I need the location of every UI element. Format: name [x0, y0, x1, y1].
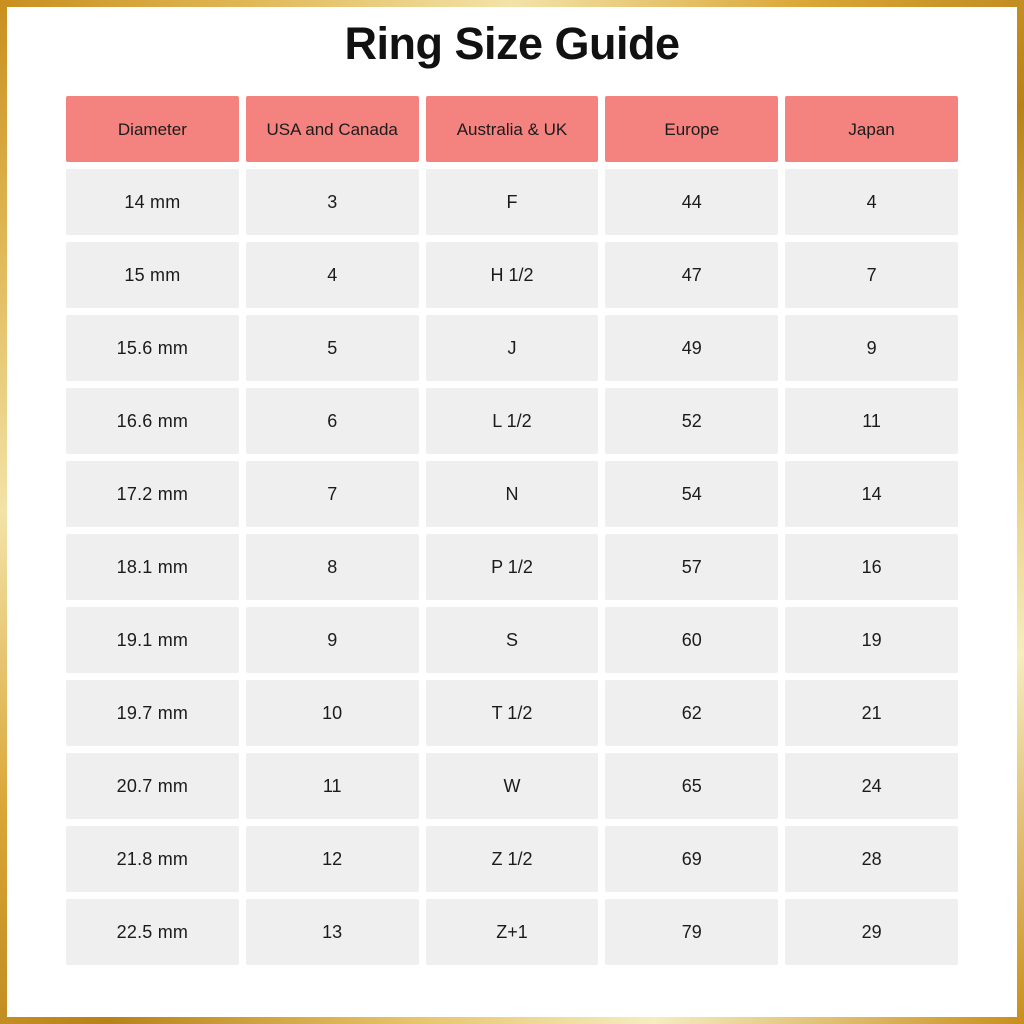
cell-australia-uk: N	[426, 461, 599, 527]
table-row	[66, 680, 958, 746]
cell-europe: 44	[605, 169, 778, 235]
cell-diameter: 21.8 mm	[66, 826, 239, 892]
column-header-europe: Europe	[605, 96, 778, 162]
cell-europe: 57	[605, 534, 778, 600]
cell-australia-uk: S	[426, 607, 599, 673]
table-row	[66, 388, 958, 454]
cell-usa-canada: 13	[246, 899, 419, 965]
cell-europe: 52	[605, 388, 778, 454]
cell-japan: 4	[785, 169, 958, 235]
column-header-diameter: Diameter	[66, 96, 239, 162]
cell-diameter: 20.7 mm	[66, 753, 239, 819]
cell-australia-uk: P 1/2	[426, 534, 599, 600]
cell-europe: 65	[605, 753, 778, 819]
cell-japan: 24	[785, 753, 958, 819]
table-row	[66, 169, 958, 235]
table-row	[66, 899, 958, 965]
cell-australia-uk: L 1/2	[426, 388, 599, 454]
cell-japan: 19	[785, 607, 958, 673]
cell-europe: 60	[605, 607, 778, 673]
cell-usa-canada: 5	[246, 315, 419, 381]
table-row	[66, 826, 958, 892]
cell-japan: 7	[785, 242, 958, 308]
cell-diameter: 17.2 mm	[66, 461, 239, 527]
page-content	[7, 7, 1017, 1017]
cell-usa-canada: 7	[246, 461, 419, 527]
column-header-usa-canada: USA and Canada	[246, 96, 419, 162]
cell-usa-canada: 3	[246, 169, 419, 235]
table-row	[66, 607, 958, 673]
cell-australia-uk: H 1/2	[426, 242, 599, 308]
cell-diameter: 19.7 mm	[66, 680, 239, 746]
cell-australia-uk: F	[426, 169, 599, 235]
table-row	[66, 753, 958, 819]
cell-usa-canada: 10	[246, 680, 419, 746]
table-row	[66, 315, 958, 381]
page-title: Ring Size Guide	[344, 18, 680, 69]
cell-diameter: 18.1 mm	[66, 534, 239, 600]
cell-usa-canada: 8	[246, 534, 419, 600]
cell-diameter: 16.6 mm	[66, 388, 239, 454]
cell-diameter: 15.6 mm	[66, 315, 239, 381]
cell-japan: 14	[785, 461, 958, 527]
cell-australia-uk: W	[426, 753, 599, 819]
cell-europe: 54	[605, 461, 778, 527]
column-header-australia-uk: Australia & UK	[426, 96, 599, 162]
cell-diameter: 19.1 mm	[66, 607, 239, 673]
cell-japan: 28	[785, 826, 958, 892]
cell-europe: 47	[605, 242, 778, 308]
cell-usa-canada: 12	[246, 826, 419, 892]
cell-australia-uk: J	[426, 315, 599, 381]
cell-japan: 9	[785, 315, 958, 381]
column-header-japan: Japan	[785, 96, 958, 162]
table-body	[66, 169, 958, 965]
cell-australia-uk: T 1/2	[426, 680, 599, 746]
cell-diameter: 14 mm	[66, 169, 239, 235]
cell-japan: 21	[785, 680, 958, 746]
cell-usa-canada: 4	[246, 242, 419, 308]
cell-australia-uk: Z+1	[426, 899, 599, 965]
table-row	[66, 242, 958, 308]
cell-europe: 69	[605, 826, 778, 892]
cell-diameter: 15 mm	[66, 242, 239, 308]
table-header-row	[66, 96, 958, 162]
table-row	[66, 534, 958, 600]
ring-size-table	[59, 89, 965, 972]
cell-australia-uk: Z 1/2	[426, 826, 599, 892]
cell-europe: 49	[605, 315, 778, 381]
cell-japan: 16	[785, 534, 958, 600]
cell-europe: 79	[605, 899, 778, 965]
cell-japan: 29	[785, 899, 958, 965]
size-table-container	[59, 89, 965, 972]
cell-diameter: 22.5 mm	[66, 899, 239, 965]
cell-japan: 11	[785, 388, 958, 454]
cell-usa-canada: 9	[246, 607, 419, 673]
cell-usa-canada: 6	[246, 388, 419, 454]
cell-usa-canada: 11	[246, 753, 419, 819]
table-row	[66, 461, 958, 527]
table-header	[66, 96, 958, 162]
cell-europe: 62	[605, 680, 778, 746]
